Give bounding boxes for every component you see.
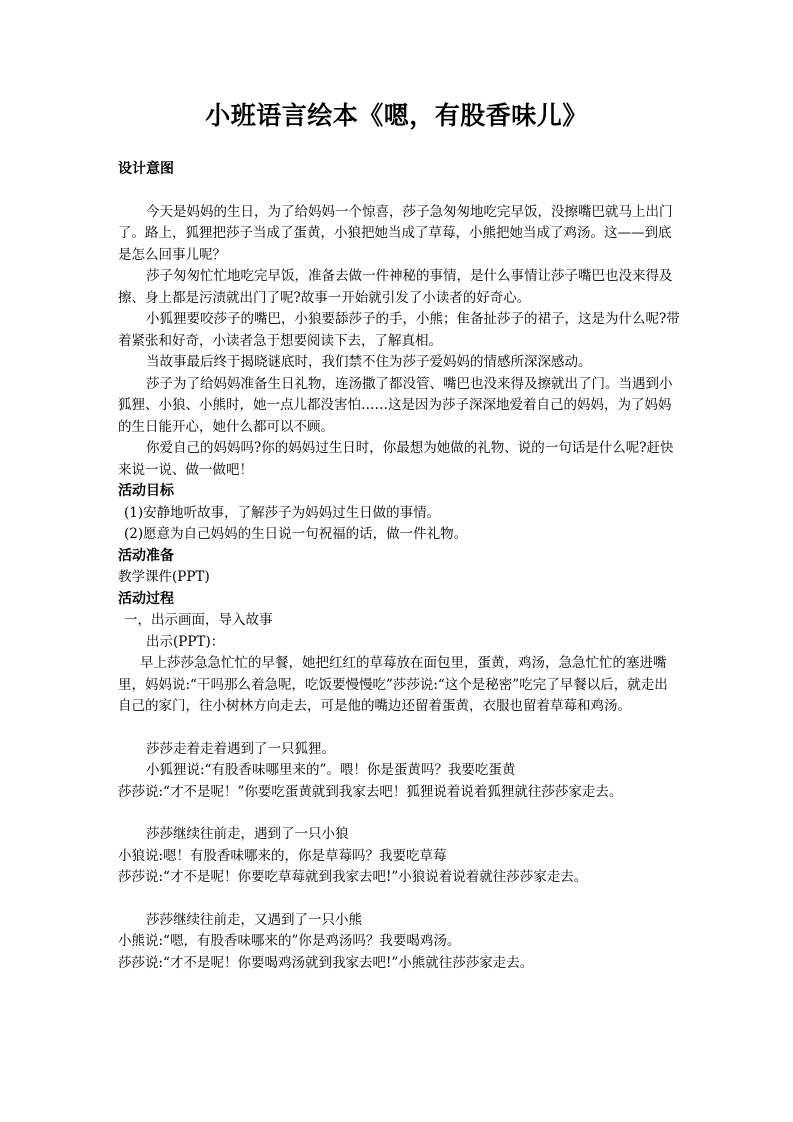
design-paragraph-6: 你爱自己的妈妈吗?你的妈妈过生日时，你最想为她做的礼物、说的一句话是什么呢?赶快来说一说、做一做吧！ xyxy=(118,440,674,478)
process-step-1-sub: 出示(PPT)： xyxy=(146,633,225,650)
goals-heading: 活动目标 xyxy=(118,483,174,499)
design-paragraph-1: 今天是妈妈的生日，为了给妈妈一个惊喜，莎子急匆匆地吃完早饭，没擦嘴巴就马上出门了。路上，狐狸把莎子当成了蛋黄，小狼把她当成了草莓，小熊把她当成了鸡汤。这——到底是怎么回事儿呢？ xyxy=(118,203,673,263)
story-intro: 早上莎莎急急忙忙的早餐，她把红红的草莓放在面包里，蛋黄，鸡汤，急急忙忙的塞进嘴里，妈妈说:“干吗那么着急呢，吃饭要慢慢吃”莎莎说:“这个是秘密”吃完了早餐以后，就走出自己的家门，往小树林方向走去，可是他的嘴边还留着蛋黄，衣服也留着草莓和鸡汤。 xyxy=(118,655,668,714)
document-title: 小班语言绘本《嗯，有股香味儿》 xyxy=(205,101,588,130)
process-step-1: 一，出示画面，导入故事 xyxy=(124,612,273,628)
prep-text: 教学课件(PPT) xyxy=(118,569,210,585)
story-fox-1: 莎莎走着走着遇到了一只狐狸。 xyxy=(146,740,335,757)
story-fox-2: 小狐狸说:“有股香味哪里来的”。喂！你是蛋黄吗？我要吃蛋黄 xyxy=(146,762,516,778)
design-intent-heading: 设计意图 xyxy=(118,161,174,177)
story-bear-3: 莎莎说:“才不是呢！你要喝鸡汤就到我家去吧!”小熊就往莎莎家走去。 xyxy=(118,954,534,971)
story-bear-1: 莎莎继续往前走，又遇到了一只小熊 xyxy=(146,911,362,928)
goal-item-1: (1)安静地听故事，了解莎子为妈妈过生日做的事情。 xyxy=(124,504,441,521)
process-heading: 活动过程 xyxy=(118,590,174,607)
design-paragraph-2: 莎子匆匆忙忙地吃完早饭，准备去做一件神秘的事情，是什么事情让莎子嘴巴也没来得及擦、身上都是污渍就出门了呢?故事一开始就引发了小读者的好奇心。 xyxy=(118,268,673,306)
story-fox-3: 莎莎说:“才不是呢！”你要吃蛋黄就到我家去吧！狐狸说着说着狐狸就往莎莎家走去。 xyxy=(118,783,623,800)
document-body xyxy=(118,159,680,974)
design-paragraph-5: 莎子为了给妈妈准备生日礼物，连汤撒了都没管、嘴巴也没来得及擦就出了门。当遇到小狐狸、小狼、小熊时，她一点儿都没害怕……这是因为莎子深深地爱着自己的妈妈，为了妈妈的生日能开心，她什么都可以不顾。 xyxy=(118,375,673,435)
goal-item-2: (2)愿意为自己妈妈的生日说一句祝福的话，做一件礼物。 xyxy=(124,526,468,542)
design-paragraph-3: 小狐狸要咬莎子的嘴巴，小狼要舔莎子的手，小熊；隹备扯莎子的裙子，这是为什么呢?带着紧张和好奇，小读者急于想要阅读下去，了解真相。 xyxy=(118,311,680,349)
story-wolf-1: 莎莎继续往前走，遇到了一只小狼 xyxy=(146,826,349,842)
design-paragraph-4: 当故事最后终于揭晓谜底时，我们禁不住为莎子爱妈妈的情感所深深感动。 xyxy=(146,354,592,370)
story-wolf-3: 莎莎说:“才不是呢！你要吃草莓就到我家去吧!”小狼说着说着就往莎莎家走去。 xyxy=(118,869,588,885)
story-bear-2: 小熊说:“嗯，有股香味哪来的”你是鸡汤吗？我要喝鸡汤。 xyxy=(118,933,461,949)
story-wolf-2: 小狼说:嗯！有股香味哪来的，你是草莓吗？我要吃草莓 xyxy=(118,847,447,864)
prep-heading: 活动准备 xyxy=(118,547,174,564)
